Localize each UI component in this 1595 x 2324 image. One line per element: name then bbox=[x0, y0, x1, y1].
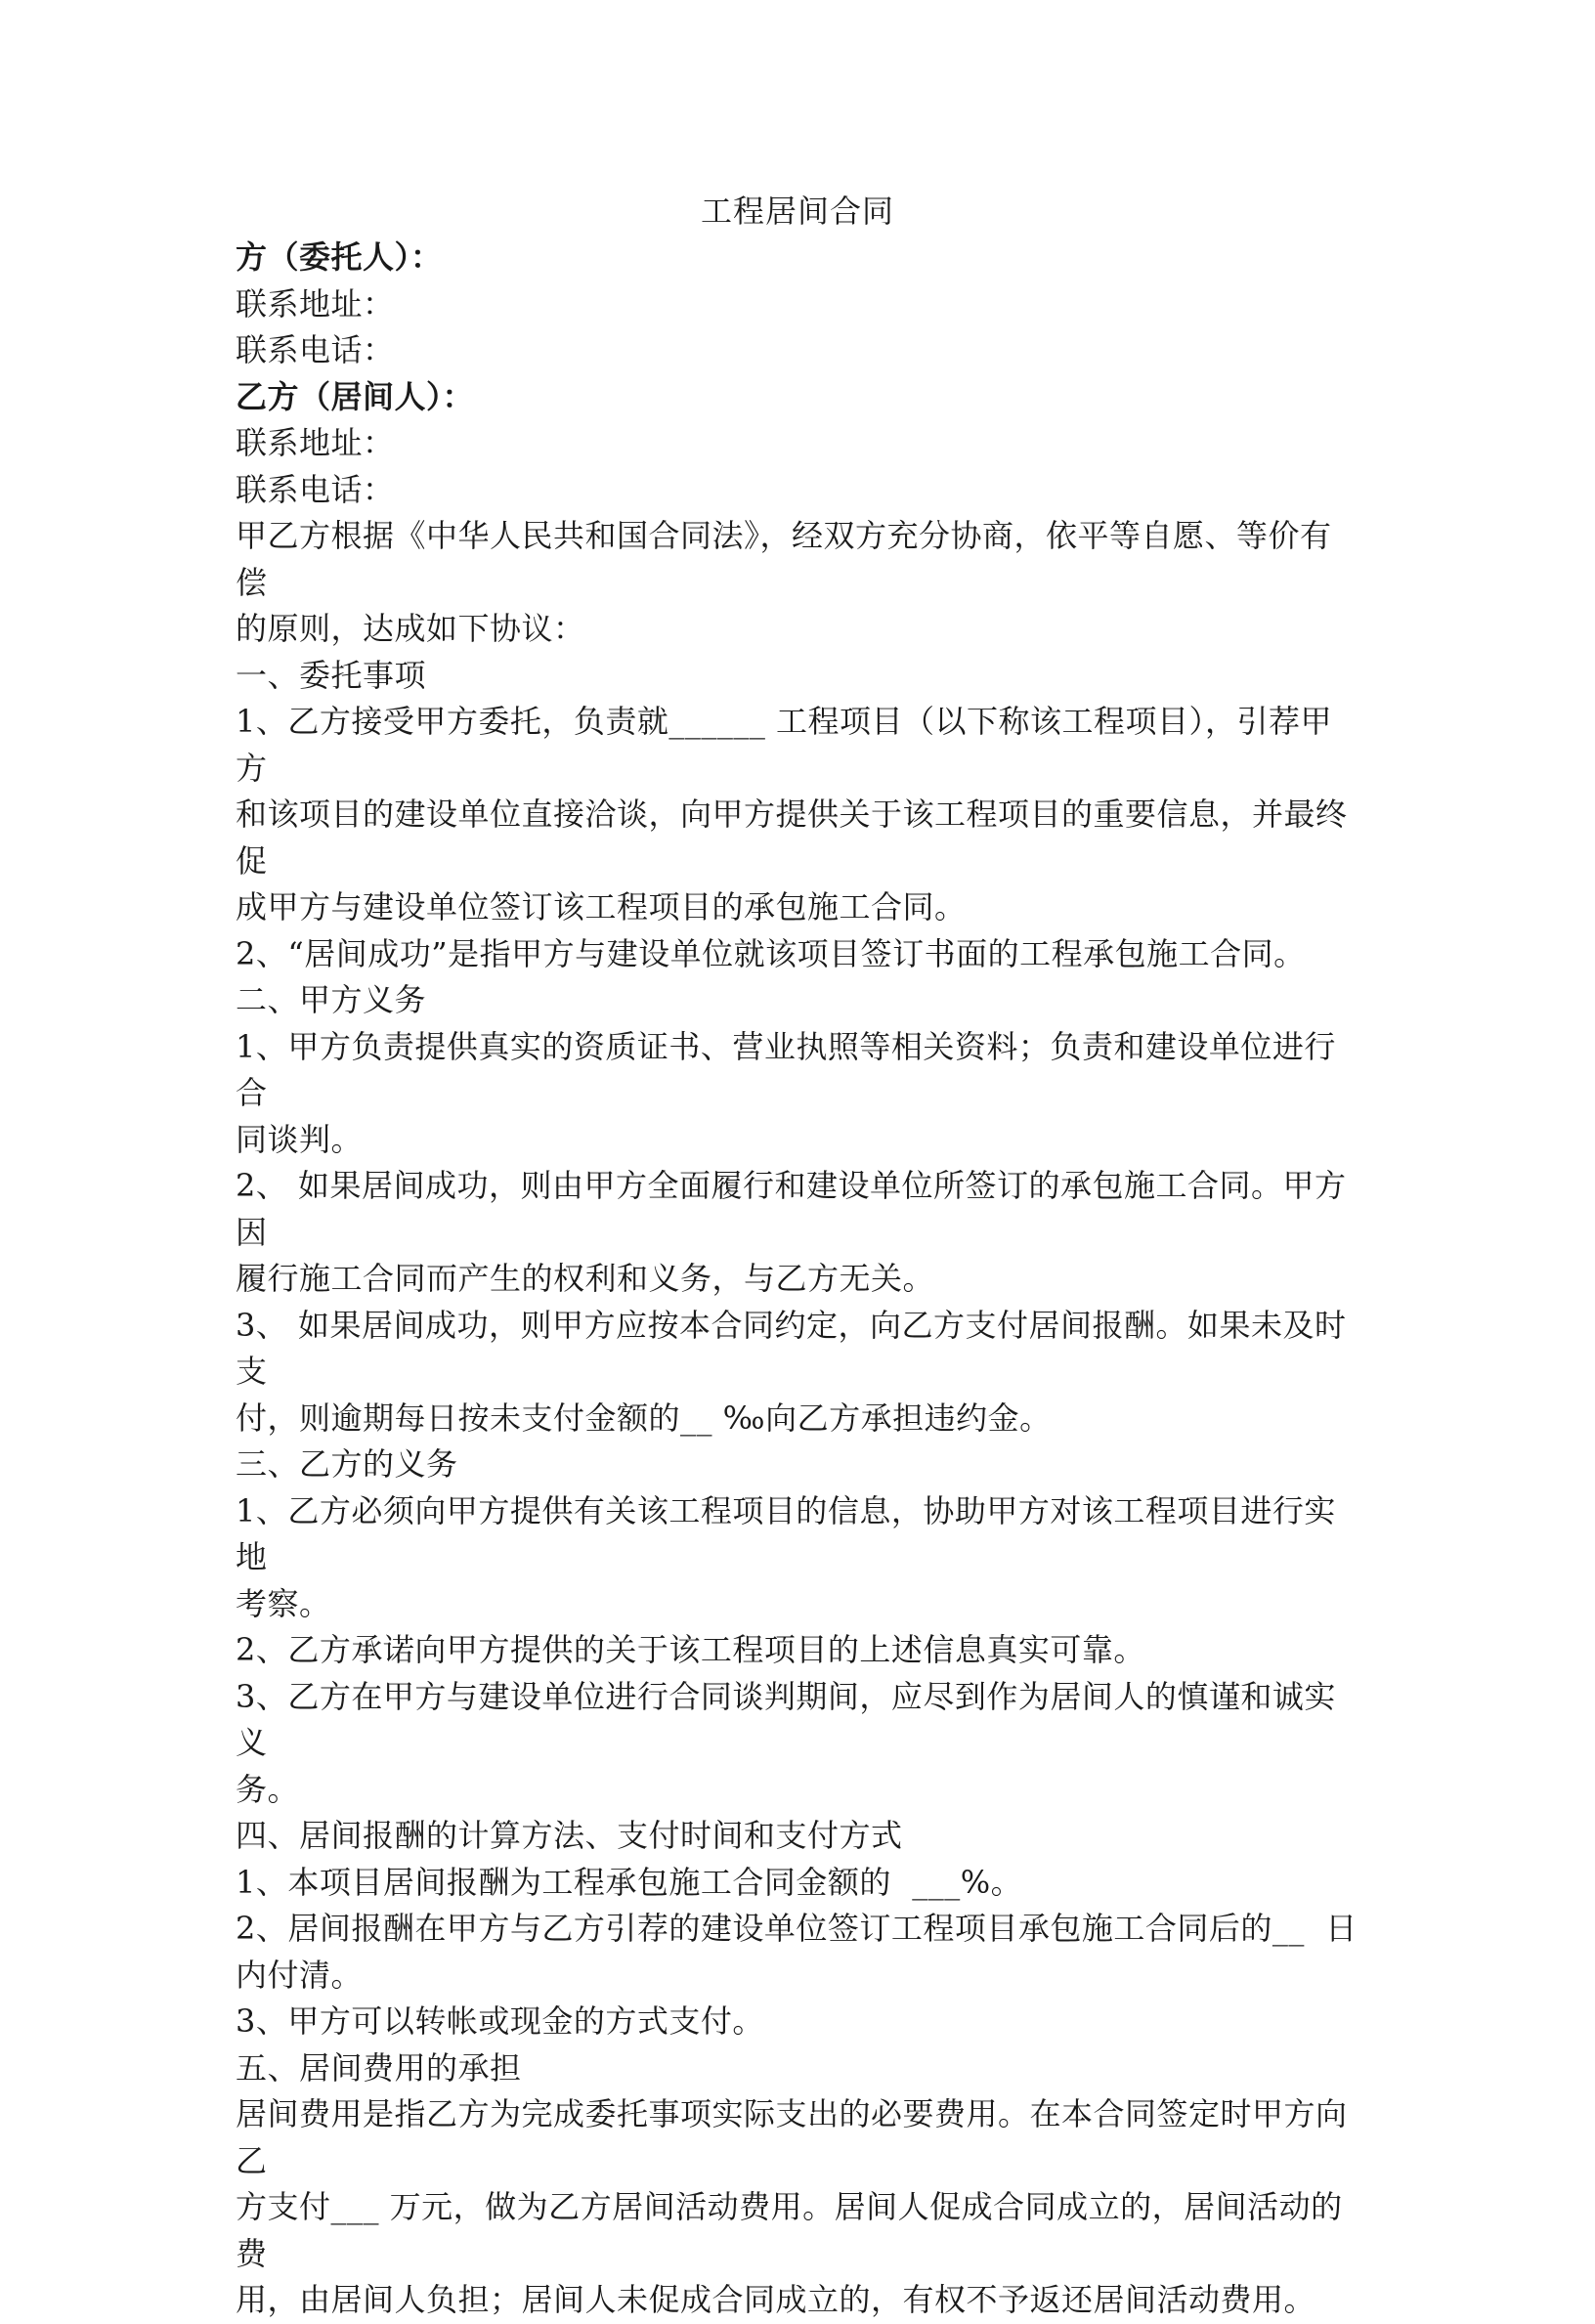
clause-line: 3、甲方可以转帐或现金的方式支付。 bbox=[236, 2002, 764, 2040]
contract-page bbox=[236, 188, 1359, 2324]
clause-line: 成甲方与建设单位签订该工程项目的承包施工合同。 bbox=[236, 888, 967, 925]
clause-line: 付，则逾期每日按未支付金额的__ ‰向乙方承担违约金。 bbox=[236, 1399, 1052, 1437]
clause-line: 1、乙方接受甲方委托，负责就______ 工程项目（以下称该工程项目），引荐甲方 bbox=[236, 703, 1333, 787]
section-heading: 二、甲方义务 bbox=[236, 981, 427, 1018]
party-a-label: 方（委托人）： bbox=[236, 238, 443, 276]
party-a-address: 联系地址： bbox=[236, 284, 395, 323]
preamble-line: 甲乙方根据《中华人民共和国合同法》，经双方充分协商，依平等自愿、等价有偿 bbox=[236, 517, 1332, 601]
clause-line: 考察。 bbox=[236, 1584, 331, 1622]
section-heading: 四、居间报酬的计算方法、支付时间和支付方式 bbox=[236, 1817, 903, 1854]
clause-line: 3、乙方在甲方与建设单位进行合同谈判期间，应尽到作为居间人的慎谨和诚实义 bbox=[236, 1677, 1336, 1761]
party-b-address: 联系地址： bbox=[236, 424, 395, 461]
section-heading: 三、乙方的义务 bbox=[236, 1445, 458, 1483]
clause-line: 方支付___ 万元，做为乙方居间活动费用。居间人促成合同成立的，居间活动的费 bbox=[236, 2188, 1343, 2272]
section-heading: 一、委托事项 bbox=[236, 656, 427, 694]
clause-line: 内付清。 bbox=[236, 1956, 364, 1994]
clause-line: 1、乙方必须向甲方提供有关该工程项目的信息，协助甲方对该工程项目进行实地 bbox=[236, 1491, 1336, 1575]
clause-line: 2、居间报酬在甲方与乙方引荐的建设单位签订工程项目承包施工合同后的__ 日 bbox=[236, 1910, 1358, 1947]
clause-line: 1、本项目居间报酬为工程承包施工合同金额的 ___%。 bbox=[236, 1863, 1023, 1901]
preamble-line: 的原则，达成如下协议： bbox=[236, 610, 585, 647]
party-b-phone: 联系电话： bbox=[236, 470, 395, 508]
clause-line: 2、“居间成功”是指甲方与建设单位就该项目签订书面的工程承包施工合同。 bbox=[236, 934, 1306, 972]
clause-line: 和该项目的建设单位直接洽谈，向甲方提供关于该工程项目的重要信息，并最终促 bbox=[236, 796, 1348, 880]
party-a-phone: 联系电话： bbox=[236, 331, 395, 368]
clause-line: 3、 如果居间成功，则甲方应按本合同约定，向乙方支付居间报酬。如果未及时支 bbox=[236, 1306, 1347, 1390]
clause-line: 2、 如果居间成功，则由甲方全面履行和建设单位所签订的承包施工合同。甲方因 bbox=[236, 1167, 1347, 1251]
clause-line: 履行施工合同而产生的权利和义务，与乙方无关。 bbox=[236, 1260, 935, 1297]
clause-line: 居间费用是指乙方为完成委托事项实际支出的必要费用。在本合同签定时甲方向乙 bbox=[236, 2095, 1348, 2179]
clause-line: 2、乙方承诺向甲方提供的关于该工程项目的上述信息真实可靠。 bbox=[236, 1631, 1145, 1668]
clause-line: 用，由居间人负担；居间人未促成合同成立的，有权不予返还居间活动费用。 bbox=[236, 2281, 1316, 2318]
clause-line: 务。 bbox=[236, 1770, 300, 1808]
clause-line: 1、甲方负责提供真实的资质证书、营业执照等相关资料；负责和建设单位进行合 bbox=[236, 1027, 1336, 1111]
clause-line: 同谈判。 bbox=[236, 1120, 364, 1158]
section-heading: 五、居间费用的承担 bbox=[236, 2048, 522, 2087]
party-b-label: 乙方（居间人）： bbox=[236, 377, 475, 415]
document-title: 工程居间合同 bbox=[700, 193, 894, 230]
